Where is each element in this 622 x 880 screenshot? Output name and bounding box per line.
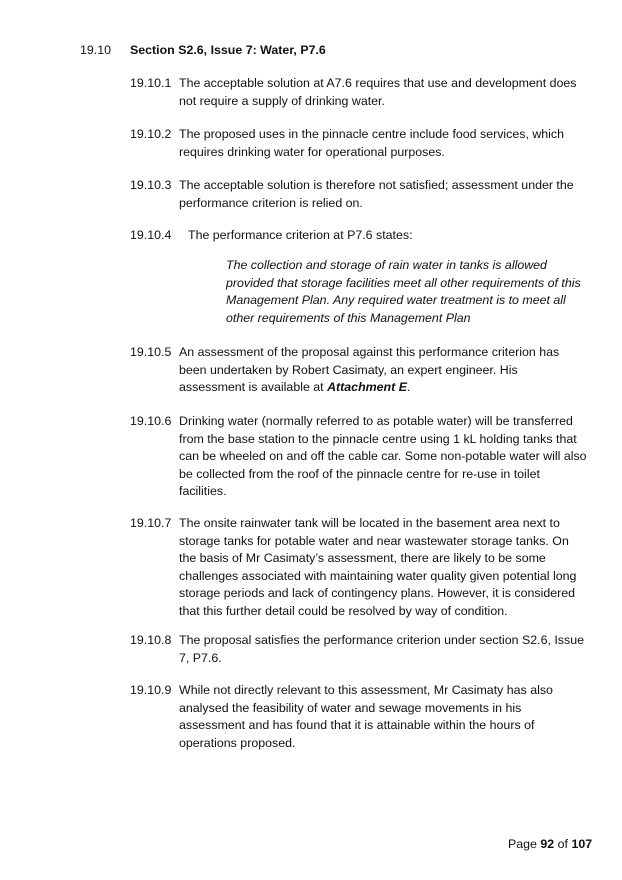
- paragraph-number: 19.10.1: [130, 76, 172, 90]
- page-footer: [508, 836, 608, 854]
- section-title: Section S2.6, Issue 7: Water, P7.6: [130, 43, 326, 57]
- paragraph-number: 19.10.5: [130, 345, 172, 359]
- paragraph-number: 19.10.4: [130, 228, 172, 242]
- paragraph-text: The acceptable solution is therefore not satisfied; assessment under the performance criterion is relied on.: [179, 178, 574, 210]
- paragraph-number: 19.10.8: [130, 633, 172, 647]
- paragraph-text: [179, 344, 587, 397]
- paragraph-number: 19.10.3: [130, 178, 172, 192]
- paragraph-text: Drinking water (normally referred to as potable water) will be transferred from the base station to the pinnacle centre using 1 kL holding tanks that can be wheeled on and off the cable car. Some non-potable water will also be collected from the roof of the pinnacle centre for re-use in toilet facilities.: [179, 414, 587, 498]
- paragraph-text: While not directly relevant to this assessment, Mr Casimaty has also analysed the feasibility of water and sewage movements in his assessment and has found that it is attainable within the hours of operations proposed.: [179, 683, 553, 750]
- performance-criterion-quote: The collection and storage of rain water in tanks is allowed provided that storage facilities meet all other requirements of this Management Plan. Any required water treatment is to meet all other requirements of this Management Plan: [226, 258, 581, 325]
- of-label: of: [557, 837, 568, 851]
- paragraph-number: 19.10.2: [130, 127, 172, 141]
- paragraph-number: 19.10.6: [130, 414, 172, 428]
- page-number: 92: [540, 837, 555, 851]
- paragraph-body: An assessment of the proposal against this performance criterion has been undertaken by Robert Casimaty, an expert engineer. His assessment is available at: [179, 345, 560, 394]
- paragraph-number: 19.10.7: [130, 516, 172, 530]
- paragraph-text: The acceptable solution at A7.6 requires that use and development does not require a supply of drinking water.: [179, 76, 577, 108]
- attachment-reference: Attachment E: [327, 380, 407, 394]
- paragraph-text: The proposed uses in the pinnacle centre include food services, which requires drinking water for operational purposes.: [179, 127, 565, 159]
- section-number: 19.10: [80, 43, 112, 57]
- paragraph-text: The onsite rainwater tank will be located in the basement area next to storage tanks for potable water and near wastewater storage tanks. On the basis of Mr Casimaty’s assessment, there are likely to be some challenges associated with maintaining water quality given potential long storage periods and lack of contingency plans. However, it is considered that this further detail could be resolved by way of condition.: [179, 516, 577, 618]
- paragraph-text: The proposal satisfies the performance criterion under section S2.6, Issue 7, P7.6.: [179, 633, 584, 665]
- page-label: Page: [508, 837, 537, 851]
- paragraph-text: The performance criterion at P7.6 states:: [188, 228, 413, 242]
- total-pages: 107: [571, 837, 593, 851]
- paragraph-tail: .: [406, 380, 411, 394]
- paragraph-number: 19.10.9: [130, 683, 172, 697]
